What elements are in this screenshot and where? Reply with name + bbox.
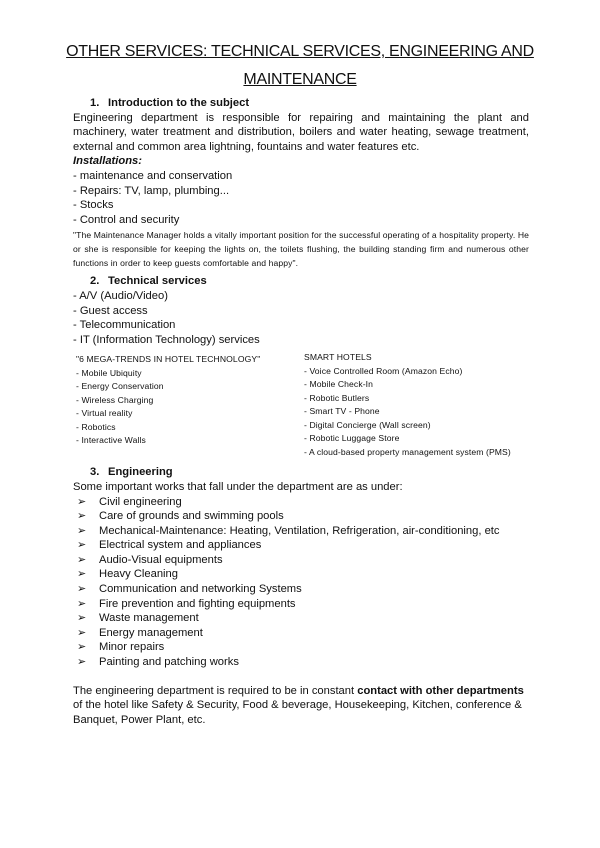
list-item: [73, 597, 529, 612]
engineering-intro: Some important works that fall under the department are as under:: [73, 480, 403, 493]
document-title-line1: OTHER SERVICES: TECHNICAL SERVICES, ENGINEERING AND: [66, 43, 534, 60]
section-heading: [73, 96, 529, 111]
technology-columns: [76, 351, 528, 459]
closing-paragraph: [73, 684, 529, 728]
list-item: [73, 655, 529, 670]
section-heading: [73, 465, 529, 480]
list-item-text: Minor repairs: [99, 641, 165, 654]
list-item: - Virtual reality: [76, 408, 133, 419]
arrow-bullet-icon: ➢: [77, 495, 87, 508]
list-item: - Repairs: TV, lamp, plumbing...: [73, 184, 230, 197]
engineering-works-list: [73, 495, 529, 670]
list-item-text: Painting and patching works: [99, 656, 239, 669]
list-item-text: Electrical system and appliances: [99, 539, 262, 552]
list-item: [73, 567, 529, 582]
list-item: [73, 611, 529, 626]
section-title: Engineering: [108, 466, 173, 479]
list-item: - A/V (Audio/Video): [73, 289, 168, 302]
list-item: [73, 640, 529, 655]
technical-services-list: [73, 289, 529, 347]
list-item: [73, 509, 529, 524]
list-item-text: Fire prevention and fighting equipments: [99, 597, 296, 610]
list-item: [73, 524, 529, 539]
closing-text-end: of the hotel like Safety & Security, Food & beverage, Housekeeping, Kitchen, conference & Banquet, Power Plant, etc.: [73, 699, 522, 726]
list-item-text: Civil engineering: [99, 495, 182, 508]
list-item: - Digital Concierge (Wall screen): [304, 419, 431, 430]
list-item: - Stocks: [73, 199, 114, 212]
section-number: 2.: [90, 275, 100, 288]
section-technical-services: [73, 274, 529, 347]
mega-trends-column: [76, 351, 304, 459]
smart-hotels-title: SMART HOTELS: [304, 352, 372, 363]
list-item: - Robotics: [76, 421, 116, 432]
installations-list: [73, 169, 529, 227]
list-item-text: Energy management: [99, 626, 203, 639]
list-item-text: Heavy Cleaning: [99, 568, 178, 581]
list-item: - Energy Conservation: [76, 381, 164, 392]
list-item-text: Communication and networking Systems: [99, 583, 302, 596]
arrow-bullet-icon: ➢: [77, 656, 87, 669]
installations-label: Installations:: [73, 155, 142, 168]
list-item: - Wireless Charging: [76, 394, 154, 405]
arrow-bullet-icon: ➢: [77, 626, 87, 639]
list-item: - Telecommunication: [73, 319, 176, 332]
list-item-text: Waste management: [99, 612, 199, 625]
list-item-text: Care of grounds and swimming pools: [99, 510, 284, 523]
arrow-bullet-icon: ➢: [77, 597, 87, 610]
list-item: - Voice Controlled Room (Amazon Echo): [304, 365, 463, 376]
arrow-bullet-icon: ➢: [77, 539, 87, 552]
list-item: - Mobile Ubiquity: [76, 367, 142, 378]
list-item: [73, 495, 529, 510]
list-item: [73, 538, 529, 553]
arrow-bullet-icon: ➢: [77, 583, 87, 596]
list-item: - Guest access: [73, 304, 148, 317]
arrow-bullet-icon: ➢: [77, 641, 87, 654]
arrow-bullet-icon: ➢: [77, 510, 87, 523]
closing-emphasis: contact with other departments: [357, 684, 524, 697]
section-number: 1.: [90, 97, 100, 109]
list-item: - Interactive Walls: [76, 435, 146, 446]
section-introduction: [73, 96, 529, 270]
list-item: - Robotic Butlers: [304, 392, 370, 403]
section-title: Introduction to the subject: [108, 97, 250, 109]
list-item: - Control and security: [73, 213, 180, 226]
arrow-bullet-icon: ➢: [77, 568, 87, 581]
list-item: [73, 582, 529, 597]
arrow-bullet-icon: ➢: [77, 524, 87, 537]
list-item: - A cloud-based property management system (PMS): [304, 446, 511, 457]
list-item: [73, 553, 529, 568]
closing-text: The engineering department is required to be in constant: [73, 684, 358, 697]
list-item: - Mobile Check-In: [304, 379, 374, 390]
section-heading: [73, 274, 529, 289]
arrow-bullet-icon: ➢: [77, 553, 87, 566]
manager-quote: "The Maintenance Manager holds a vitally important position for the successful operating of a hospitality property. He or she is responsible for keeping the lights on, the toilets flushing, the building standing firm and numerous other functions in order to keep guests comfortable and happy".: [73, 230, 529, 269]
list-item: - maintenance and conservation: [73, 169, 233, 182]
section-number: 3.: [90, 466, 100, 479]
arrow-bullet-icon: ➢: [77, 612, 87, 625]
section-title: Technical services: [108, 275, 207, 288]
list-item: - Smart TV - Phone: [304, 406, 380, 417]
list-item-text: Mechanical-Maintenance: Heating, Ventilation, Refrigeration, air-conditioning, etc: [99, 524, 500, 537]
list-item-text: Audio-Visual equipments: [99, 553, 223, 566]
list-item: [73, 626, 529, 641]
section-engineering: [73, 465, 529, 727]
document-title-line2: MAINTENANCE: [243, 71, 357, 88]
list-item: - IT (Information Technology) services: [73, 333, 260, 346]
intro-paragraph: Engineering department is responsible for repairing and maintaining the plant and machinery, water treatment and distribution, boilers and water heating, sewage treatment, external and common area lightning, fountains and water features etc.: [73, 111, 529, 153]
list-item: - Robotic Luggage Store: [304, 433, 400, 444]
mega-trends-title: "6 MEGA-TRENDS IN HOTEL TECHNOLOGY": [76, 354, 261, 365]
smart-hotels-column: [304, 351, 528, 459]
